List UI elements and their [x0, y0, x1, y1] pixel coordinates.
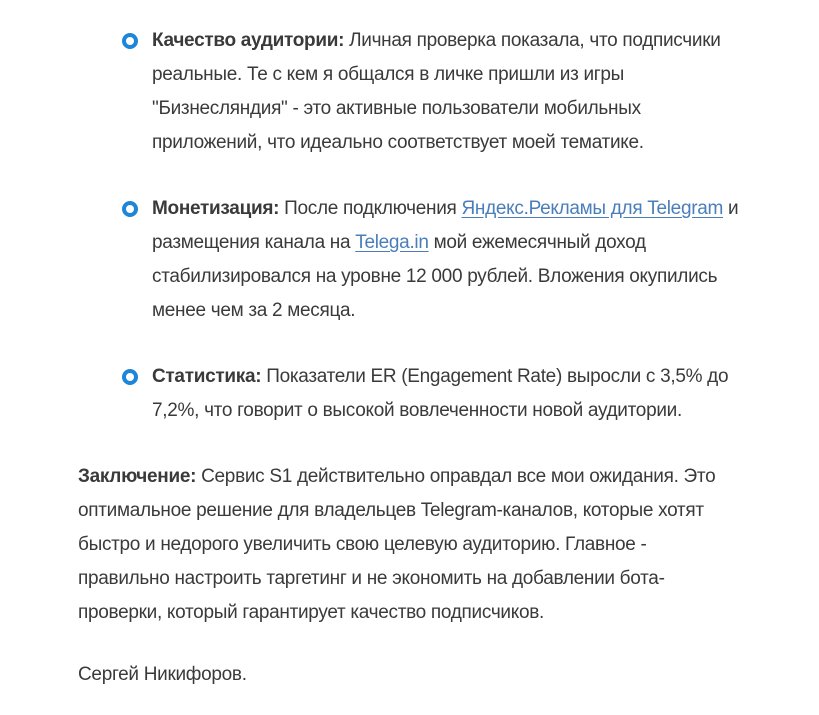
text-line [152, 294, 779, 328]
text-line [78, 460, 779, 494]
text-line [152, 226, 779, 260]
text-run: Сервис S1 действительно оправдал все мои ожидания. Это [196, 466, 716, 487]
bold-label: Заключение: [78, 466, 197, 487]
text-run: Сергей Никифоров. [78, 664, 247, 685]
text-line [78, 596, 779, 630]
text-line [78, 658, 779, 692]
text-run: Показатели ER (Engagement Rate) выросли с 3,5% до [261, 366, 729, 387]
text-line [78, 528, 779, 562]
bullet-marker-icon [122, 201, 138, 217]
bullet-statistics [78, 360, 779, 428]
text-run: проверки, который гарантирует качество подписчиков. [78, 602, 545, 623]
paragraph-signature [78, 658, 779, 692]
text-line [152, 394, 779, 428]
bullet-marker-icon [122, 369, 138, 385]
text-line [78, 562, 779, 596]
text-run: стабилизировался на уровне 12 000 рублей. Вложения окупились [152, 266, 718, 287]
text-run: реальные. Те с кем я общался в личке пришли из игры [152, 64, 625, 85]
text-run: приложений, что идеально соответствует моей тематике. [152, 132, 644, 153]
bullet-marker-icon [122, 33, 138, 49]
text-run: После подключения [279, 198, 462, 219]
text-run: Личная проверка показала, что подписчики [344, 30, 721, 51]
text-line [152, 58, 779, 92]
text-line [152, 192, 779, 226]
bullet-monetization [78, 192, 779, 328]
text-run: 7,2%, что говорит о высокой вовлеченности новой аудитории. [152, 400, 682, 421]
text-run: правильно настроить таргетинг и не экономить на добавлении бота- [78, 568, 665, 589]
text-run: менее чем за 2 месяца. [152, 300, 356, 321]
text-run: быстро и недорого увеличить свою целевую аудиторию. Главное - [78, 534, 647, 555]
text-run: и [723, 198, 739, 219]
bold-label: Качество аудитории: [152, 30, 345, 51]
bold-label: Монетизация: [152, 198, 280, 219]
text-run: размещения канала на [152, 232, 356, 253]
text-line [78, 494, 779, 528]
bold-label: Статистика: [152, 366, 262, 387]
text-line [152, 92, 779, 126]
text-run: мой ежемесячный доход [428, 232, 646, 253]
text-run: оптимальное решение для владельцев Telegram-каналов, которые хотят [78, 500, 704, 521]
text-run: "Бизнесляндия" - это активные пользователи мобильных [152, 98, 641, 119]
text-line [152, 24, 779, 58]
text-line [152, 360, 779, 394]
bullet-audience-quality [78, 24, 779, 160]
text-line [152, 126, 779, 160]
paragraph-conclusion [78, 460, 779, 630]
text-line [152, 260, 779, 294]
link-telega-in[interactable]: Telega.in [355, 232, 429, 253]
link-yandex-ads-telegram[interactable]: Яндекс.Рекламы для Telegram [461, 198, 724, 219]
